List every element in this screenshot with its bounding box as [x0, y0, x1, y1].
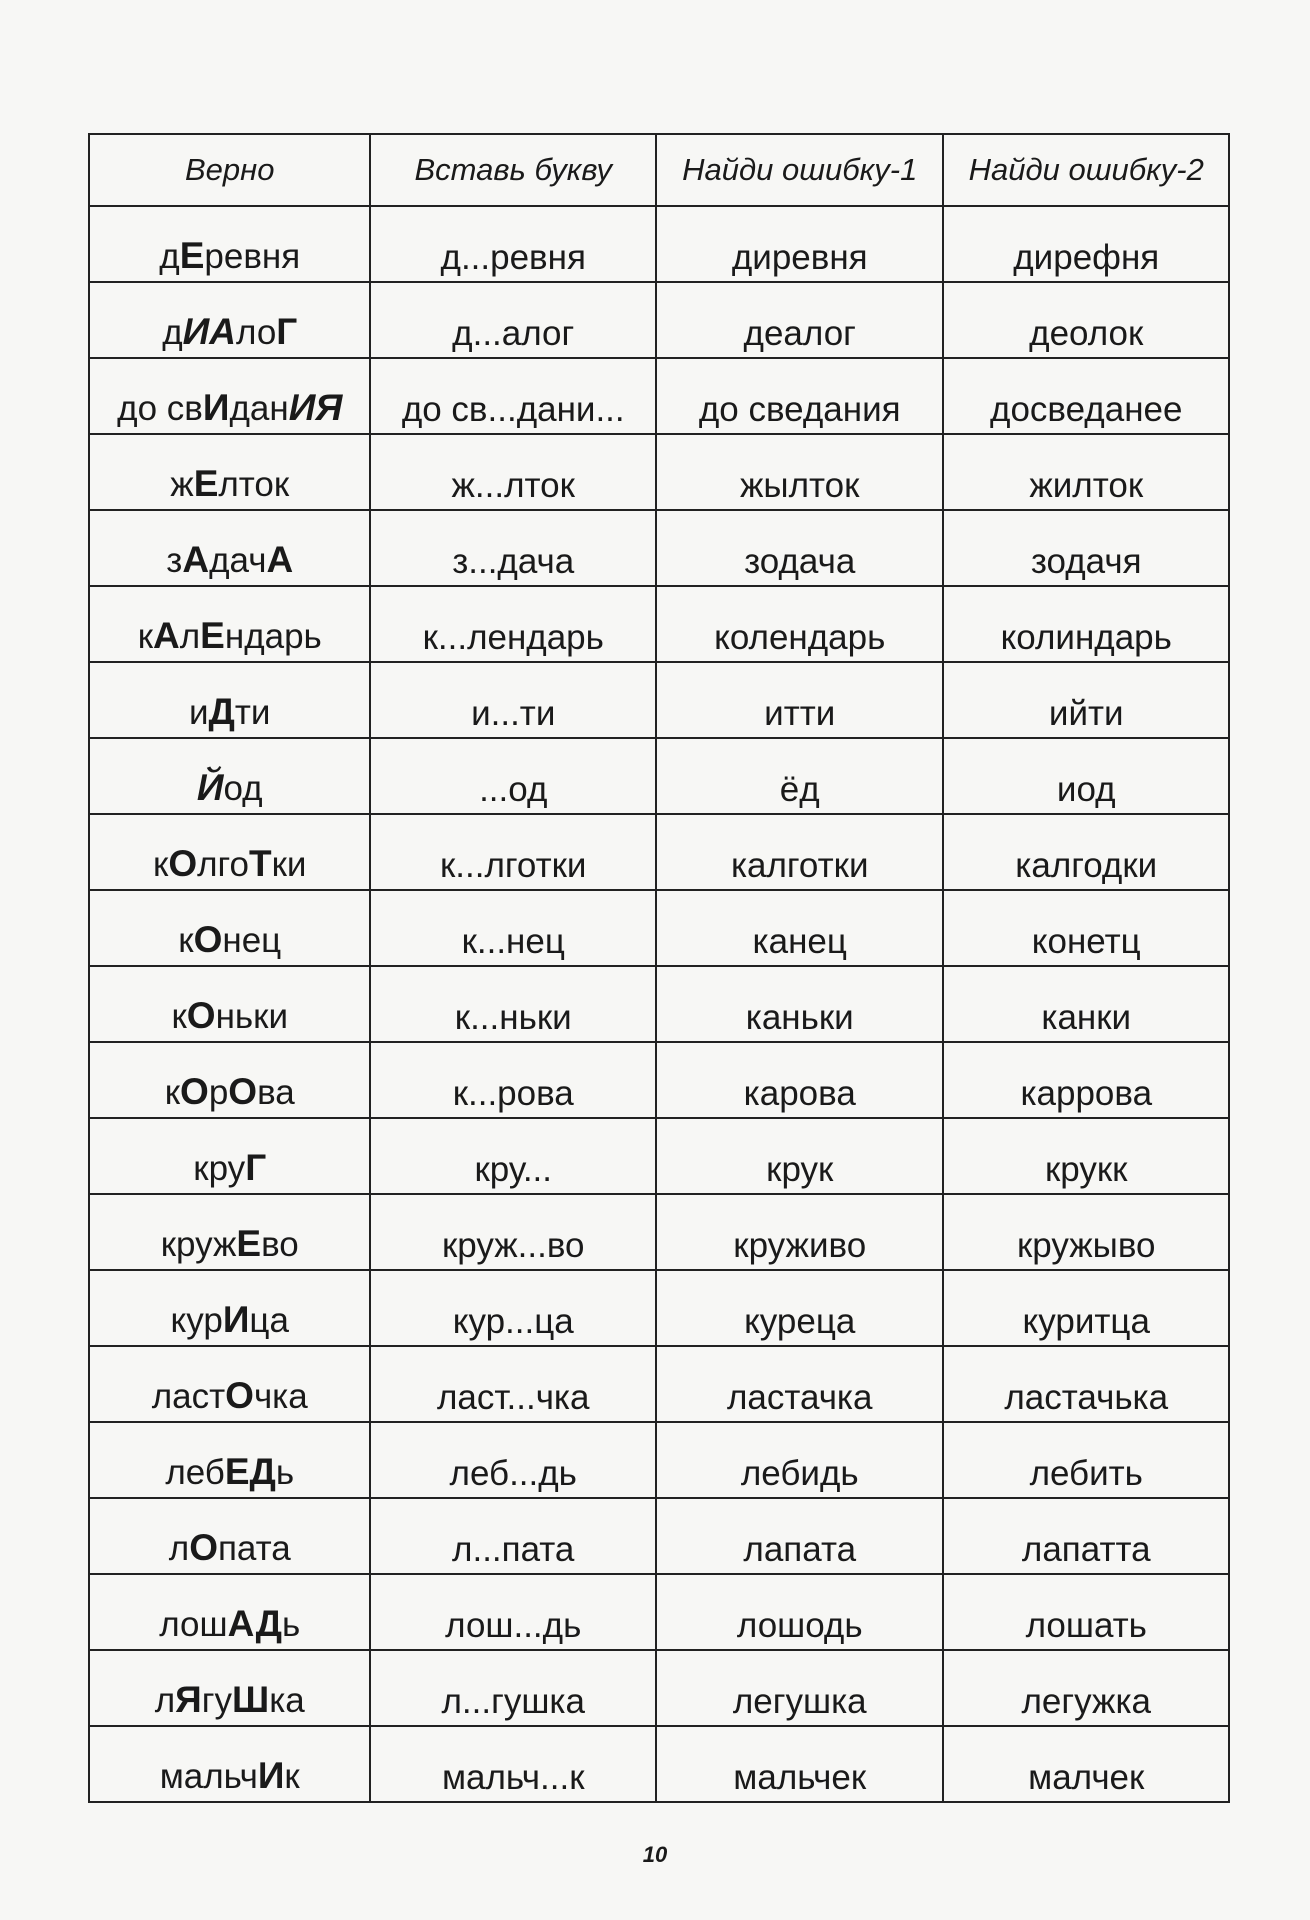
find-error-1-cell: легушка: [656, 1650, 944, 1726]
word-segment: ло: [236, 313, 277, 353]
insert-letter-cell: ...од: [370, 738, 656, 814]
word-segment: лток: [218, 465, 290, 505]
find-error-2-cell: ластачька: [943, 1346, 1229, 1422]
highlighted-letters: И: [202, 387, 230, 429]
word-segment: д: [159, 237, 180, 277]
word-segment: во: [261, 1225, 299, 1265]
find-error-2-cell: зодачя: [943, 510, 1229, 586]
highlighted-letters: ЕД: [224, 1451, 276, 1493]
word-segment: круж: [160, 1225, 237, 1265]
find-error-2-cell: дирефня: [943, 206, 1229, 282]
correct-word-cell: [89, 1194, 370, 1270]
word-segment: ва: [257, 1073, 295, 1113]
find-error-1-cell: деалог: [656, 282, 944, 358]
insert-letter-cell: д...алог: [370, 282, 656, 358]
correct-word-cell: [89, 1270, 370, 1346]
word-segment: од: [223, 769, 263, 809]
highlighted-letters: Г: [245, 1147, 267, 1189]
correct-word-cell: [89, 966, 370, 1042]
highlighted-letters: О: [189, 1527, 218, 1569]
table-row: [89, 434, 1229, 510]
insert-letter-cell: к...рова: [370, 1042, 656, 1118]
highlighted-letters: О: [225, 1375, 254, 1417]
word-segment: к: [284, 1757, 300, 1797]
word-segment: ньки: [215, 997, 288, 1037]
table-row: [89, 1574, 1229, 1650]
table-body: [89, 206, 1229, 1802]
word-segment: дач: [209, 541, 267, 581]
find-error-2-cell: деолок: [943, 282, 1229, 358]
word-segment: к: [153, 845, 169, 885]
highlighted-letters: О: [193, 919, 223, 961]
word-segment: ласт: [151, 1377, 226, 1417]
correct-word-cell: [89, 358, 370, 434]
correct-word-cell: [89, 890, 370, 966]
find-error-1-cell: итти: [656, 662, 944, 738]
highlighted-letters: Е: [193, 463, 219, 505]
find-error-1-cell: колендарь: [656, 586, 944, 662]
word-segment: д: [162, 313, 183, 353]
find-error-1-cell: жылток: [656, 434, 944, 510]
word-segment: леб: [165, 1453, 225, 1493]
table-row: [89, 1726, 1229, 1802]
find-error-2-cell: лапатта: [943, 1498, 1229, 1574]
table-row: [89, 662, 1229, 738]
correct-word-cell: [89, 1498, 370, 1574]
correct-word-cell: [89, 1346, 370, 1422]
insert-letter-cell: круж...во: [370, 1194, 656, 1270]
insert-letter-cell: к...ньки: [370, 966, 656, 1042]
word-segment: ь: [282, 1605, 301, 1645]
correct-word-cell: [89, 1726, 370, 1802]
word-segment: к: [137, 617, 153, 657]
insert-letter-cell: д...ревня: [370, 206, 656, 282]
word-segment: гу: [201, 1681, 233, 1721]
find-error-2-cell: досведанее: [943, 358, 1229, 434]
insert-letter-cell: к...лготки: [370, 814, 656, 890]
word-segment: и: [188, 693, 209, 733]
table-row: [89, 966, 1229, 1042]
find-error-2-cell: колиндарь: [943, 586, 1229, 662]
word-segment: ки: [271, 845, 307, 885]
table-row: [89, 358, 1229, 434]
find-error-1-cell: лебидь: [656, 1422, 944, 1498]
correct-word-cell: [89, 1650, 370, 1726]
highlighted-letters: ИЯ: [288, 387, 343, 429]
highlighted-letters: А: [266, 539, 294, 581]
insert-letter-cell: кру...: [370, 1118, 656, 1194]
highlighted-letters: Ш: [232, 1679, 270, 1721]
table-row: [89, 1650, 1229, 1726]
word-segment: з: [166, 541, 183, 581]
table-row: [89, 1194, 1229, 1270]
word-segment: ти: [234, 693, 271, 733]
word-segment: ка: [269, 1681, 305, 1721]
header-find-error-1: Найди ошибку-1: [656, 134, 944, 206]
insert-letter-cell: з...дача: [370, 510, 656, 586]
find-error-1-cell: круживо: [656, 1194, 944, 1270]
highlighted-letters: Т: [248, 843, 272, 885]
insert-letter-cell: лош...дь: [370, 1574, 656, 1650]
find-error-2-cell: ийти: [943, 662, 1229, 738]
word-segment: лго: [197, 845, 249, 885]
highlighted-letters: АД: [227, 1603, 283, 1645]
find-error-2-cell: крукк: [943, 1118, 1229, 1194]
correct-word-cell: [89, 282, 370, 358]
insert-letter-cell: ж...лток: [370, 434, 656, 510]
page-number: 10: [642, 1842, 668, 1867]
find-error-1-cell: ёд: [656, 738, 944, 814]
find-error-2-cell: куритца: [943, 1270, 1229, 1346]
highlighted-letters: О: [228, 1071, 258, 1113]
find-error-1-cell: лапата: [656, 1498, 944, 1574]
insert-letter-cell: и...ти: [370, 662, 656, 738]
correct-word-cell: [89, 586, 370, 662]
insert-letter-cell: леб...дь: [370, 1422, 656, 1498]
highlighted-letters: Е: [200, 615, 225, 657]
find-error-2-cell: малчек: [943, 1726, 1229, 1802]
table-row: [89, 738, 1229, 814]
highlighted-letters: О: [186, 995, 216, 1037]
word-segment: дан: [229, 389, 289, 429]
insert-letter-cell: ласт...чка: [370, 1346, 656, 1422]
find-error-1-cell: каньки: [656, 966, 944, 1042]
table-row: [89, 510, 1229, 586]
table-row: [89, 890, 1229, 966]
table-row: [89, 282, 1229, 358]
table-row: [89, 1118, 1229, 1194]
highlighted-letters: И: [257, 1755, 285, 1797]
correct-word-cell: [89, 1042, 370, 1118]
highlighted-letters: О: [168, 843, 198, 885]
insert-letter-cell: л...гушка: [370, 1650, 656, 1726]
find-error-2-cell: каррова: [943, 1042, 1229, 1118]
correct-word-cell: [89, 738, 370, 814]
insert-letter-cell: до св...дани...: [370, 358, 656, 434]
table-row: [89, 1270, 1229, 1346]
find-error-1-cell: куреца: [656, 1270, 944, 1346]
word-segment: л: [168, 1529, 190, 1569]
find-error-2-cell: лошать: [943, 1574, 1229, 1650]
header-insert-letter: Вставь букву: [370, 134, 656, 206]
highlighted-letters: Й: [196, 767, 224, 809]
word-segment: кур: [170, 1301, 223, 1341]
find-error-2-cell: легужка: [943, 1650, 1229, 1726]
word-segment: ца: [249, 1301, 289, 1341]
highlighted-letters: И: [222, 1299, 250, 1341]
highlighted-letters: Е: [179, 235, 205, 277]
insert-letter-cell: л...пата: [370, 1498, 656, 1574]
find-error-1-cell: карова: [656, 1042, 944, 1118]
word-segment: лош: [159, 1605, 228, 1645]
header-row: [89, 134, 1229, 206]
table-row: [89, 1498, 1229, 1574]
highlighted-letters: Я: [175, 1679, 202, 1721]
find-error-2-cell: иод: [943, 738, 1229, 814]
find-error-1-cell: мальчек: [656, 1726, 944, 1802]
find-error-2-cell: жилток: [943, 434, 1229, 510]
word-segment: до св: [117, 389, 203, 429]
word-segment: нец: [222, 921, 282, 961]
word-segment: мальч: [159, 1757, 258, 1797]
insert-letter-cell: к...нец: [370, 890, 656, 966]
words-table: [88, 133, 1230, 1803]
correct-word-cell: [89, 814, 370, 890]
correct-word-cell: [89, 510, 370, 586]
correct-word-cell: [89, 1118, 370, 1194]
insert-letter-cell: к...лендарь: [370, 586, 656, 662]
table-row: [89, 814, 1229, 890]
table-row: [89, 1042, 1229, 1118]
insert-letter-cell: мальч...к: [370, 1726, 656, 1802]
word-segment: к: [171, 997, 187, 1037]
correct-word-cell: [89, 206, 370, 282]
highlighted-letters: ИА: [182, 311, 236, 353]
highlighted-letters: Г: [276, 311, 298, 353]
correct-word-cell: [89, 1422, 370, 1498]
word-segment: ндарь: [224, 617, 322, 657]
table-row: [89, 586, 1229, 662]
find-error-1-cell: диревня: [656, 206, 944, 282]
word-segment: к: [164, 1073, 181, 1113]
word-segment: ь: [275, 1453, 295, 1493]
correct-word-cell: [89, 662, 370, 738]
highlighted-letters: Д: [208, 691, 235, 733]
find-error-1-cell: канец: [656, 890, 944, 966]
find-error-1-cell: калготки: [656, 814, 944, 890]
find-error-2-cell: калгодки: [943, 814, 1229, 890]
correct-word-cell: [89, 434, 370, 510]
highlighted-letters: О: [180, 1071, 209, 1113]
find-error-1-cell: до сведания: [656, 358, 944, 434]
find-error-1-cell: крук: [656, 1118, 944, 1194]
highlighted-letters: Е: [236, 1223, 262, 1265]
find-error-1-cell: зодача: [656, 510, 944, 586]
find-error-2-cell: конетц: [943, 890, 1229, 966]
word-segment: к: [178, 921, 194, 961]
word-segment: р: [208, 1073, 229, 1113]
word-segment: чка: [253, 1377, 308, 1417]
insert-letter-cell: кур...ца: [370, 1270, 656, 1346]
correct-word-cell: [89, 1574, 370, 1650]
find-error-2-cell: канки: [943, 966, 1229, 1042]
find-error-2-cell: лебить: [943, 1422, 1229, 1498]
word-segment: пата: [217, 1529, 291, 1569]
word-segment: ревня: [204, 237, 301, 277]
word-segment: кру: [193, 1149, 246, 1189]
table-row: [89, 206, 1229, 282]
highlighted-letters: А: [182, 539, 210, 581]
table-row: [89, 1422, 1229, 1498]
word-segment: ж: [170, 465, 194, 505]
word-segment: л: [179, 617, 201, 657]
word-segment: л: [154, 1681, 176, 1721]
header-find-error-2: Найди ошибку-2: [943, 134, 1229, 206]
table-row: [89, 1346, 1229, 1422]
find-error-1-cell: ластачка: [656, 1346, 944, 1422]
find-error-2-cell: кружыво: [943, 1194, 1229, 1270]
highlighted-letters: А: [153, 615, 180, 657]
header-correct: Верно: [89, 134, 370, 206]
find-error-1-cell: лошодь: [656, 1574, 944, 1650]
